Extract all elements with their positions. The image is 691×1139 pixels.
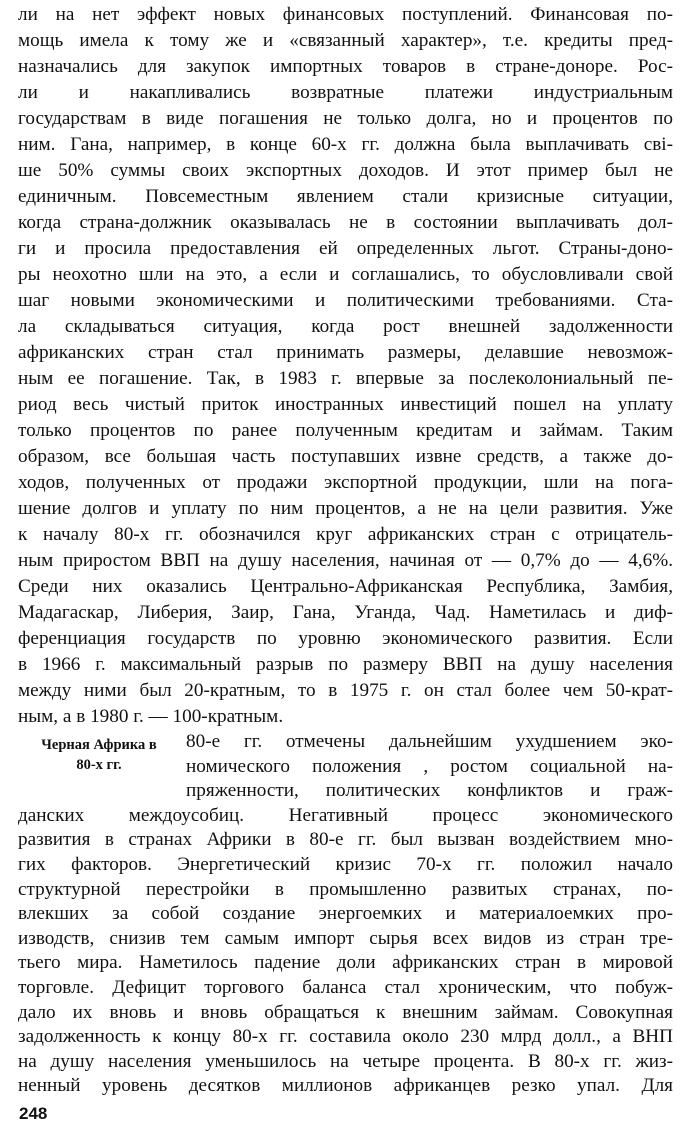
text-line: когда страна-должник оказывалась не в состоянии выплачивать дол- bbox=[18, 212, 673, 233]
text-line: торговле. Дефицит торгового баланса стал хроническим, что побуж- bbox=[18, 977, 673, 998]
text-line: ходов, полученных от продажи экспортной продукции, шли на пога- bbox=[18, 472, 673, 493]
text-line: гих факторов. Энергетический кризис 70-х гг. положил начало bbox=[18, 854, 673, 875]
text-line: ным приростом ВВП на душу населения, начиная от — 0,7% до — 4,6%. bbox=[18, 550, 673, 571]
text-line: ры неохотно шли на это, а если и соглашались, то обусловливали свой bbox=[18, 264, 673, 285]
text-line: развития в странах Африки в 80-е гг. был вызван воздействием мно- bbox=[18, 829, 673, 851]
page-number: 248 bbox=[19, 1104, 48, 1123]
text-line: 80-е гг. отмечены дальнейшим ухудшением эко- bbox=[186, 731, 673, 752]
text-line: ше 50% суммы своих экспортных доходов. И этот пример был не bbox=[18, 160, 673, 181]
text-line: номического положения , ростом социальной на- bbox=[186, 755, 673, 777]
text-line: на душу населения уменьшилось на четыре процента. В 80-х гг. жиз- bbox=[18, 1050, 673, 1072]
text-line: африканских стран стал принимать размеры, делавшие невозмож- bbox=[18, 342, 673, 363]
text-line: мощь имела к тому же и «связанный характер», т.е. кредиты пред- bbox=[18, 30, 673, 51]
text-line: государствам в виде погашения не только долга, но и процентов по bbox=[18, 108, 673, 129]
text-line: ла складываться ситуация, когда рост внешней задолженности bbox=[18, 316, 673, 337]
text-line: Среди них оказались Центрально-Африканская Республика, Замбия, bbox=[18, 576, 673, 597]
text-line: ли и накапливались возвратные платежи индустриальным bbox=[18, 82, 673, 103]
text-line: задолженность к концу 80-х гг. составила около 230 млрд долл., а ВНП bbox=[18, 1026, 673, 1048]
text-line: ным ее погашение. Так, в 1983 г. впервые за послеколониальный пе- bbox=[18, 368, 673, 389]
text-line: назначались для закупок импортных товаров в стране-доноре. Рос- bbox=[18, 56, 673, 77]
text-line: единичным. Повсеместным явлением стали кризисные ситуации, bbox=[18, 186, 673, 207]
text-line: между ними был 20-кратным, то в 1975 г. он стал более чем 50-крат- bbox=[18, 680, 673, 701]
text-line: данских междоусобиц. Негативный процесс экономического bbox=[18, 804, 673, 826]
text-line: шаг новыми экономическими и политическими требованиями. Ста- bbox=[18, 290, 673, 311]
text-line: ли на нет эффект новых финансовых поступлений. Финансовая по- bbox=[18, 4, 673, 25]
text-line: к началу 80-х гг. обозначился круг африканских стран с отрицатель- bbox=[18, 524, 673, 545]
text-line: влекших за собой создание энергоемких и материалоемких про- bbox=[18, 903, 673, 925]
text-line: ги и просила предоставления ей определенных льгот. Страны-доно- bbox=[18, 238, 673, 259]
text-line: дало их вновь и вновь обращаться к внешним займам. Совокупная bbox=[18, 1001, 673, 1023]
text-line: ним. Гана, например, в конце 60-х гг. должна была выплачивать сві- bbox=[18, 134, 673, 155]
text-line: образом, все большая часть поступавших извне средств, а также до- bbox=[18, 446, 673, 467]
side-heading-line: 80-х гг. bbox=[76, 757, 122, 773]
text-line: в 1966 г. максимальный разрыв по размеру ВВП на душу населения bbox=[18, 654, 673, 675]
text-line: только процентов по ранее полученным кредитам и займам. Таким bbox=[18, 420, 673, 441]
text-line: Мадагаскар, Либерия, Заир, Гана, Уганда, Чад. Наметилась и диф- bbox=[18, 602, 673, 623]
text-line: пряженности, политических конфликтов и граж- bbox=[186, 780, 673, 802]
text-line: ференциация государств по уровню экономического развития. Если bbox=[18, 628, 673, 649]
text-line: тьего мира. Наметилось падение доли африканских стран в мировой bbox=[18, 952, 673, 974]
section-side-heading bbox=[20, 735, 178, 775]
text-line: ным, а в 1980 г. — 100-кратным. bbox=[18, 706, 284, 727]
text-line: ненный уровень десятков миллионов африканцев резко упал. Для bbox=[18, 1075, 673, 1097]
text-line: структурной перестройки в промышленно развитых странах, по- bbox=[18, 878, 673, 900]
side-heading-line: Черная Африка в bbox=[41, 737, 157, 753]
text-line: риод весь чистый приток иностранных инвестиций пошел на уплату bbox=[18, 394, 673, 415]
text-line: изводств, снизив тем самым импорт сырья всех видов из стран тре- bbox=[18, 927, 673, 949]
text-line: шение долгов и уплату по ним процентов, а не на цели развития. Уже bbox=[18, 498, 673, 519]
